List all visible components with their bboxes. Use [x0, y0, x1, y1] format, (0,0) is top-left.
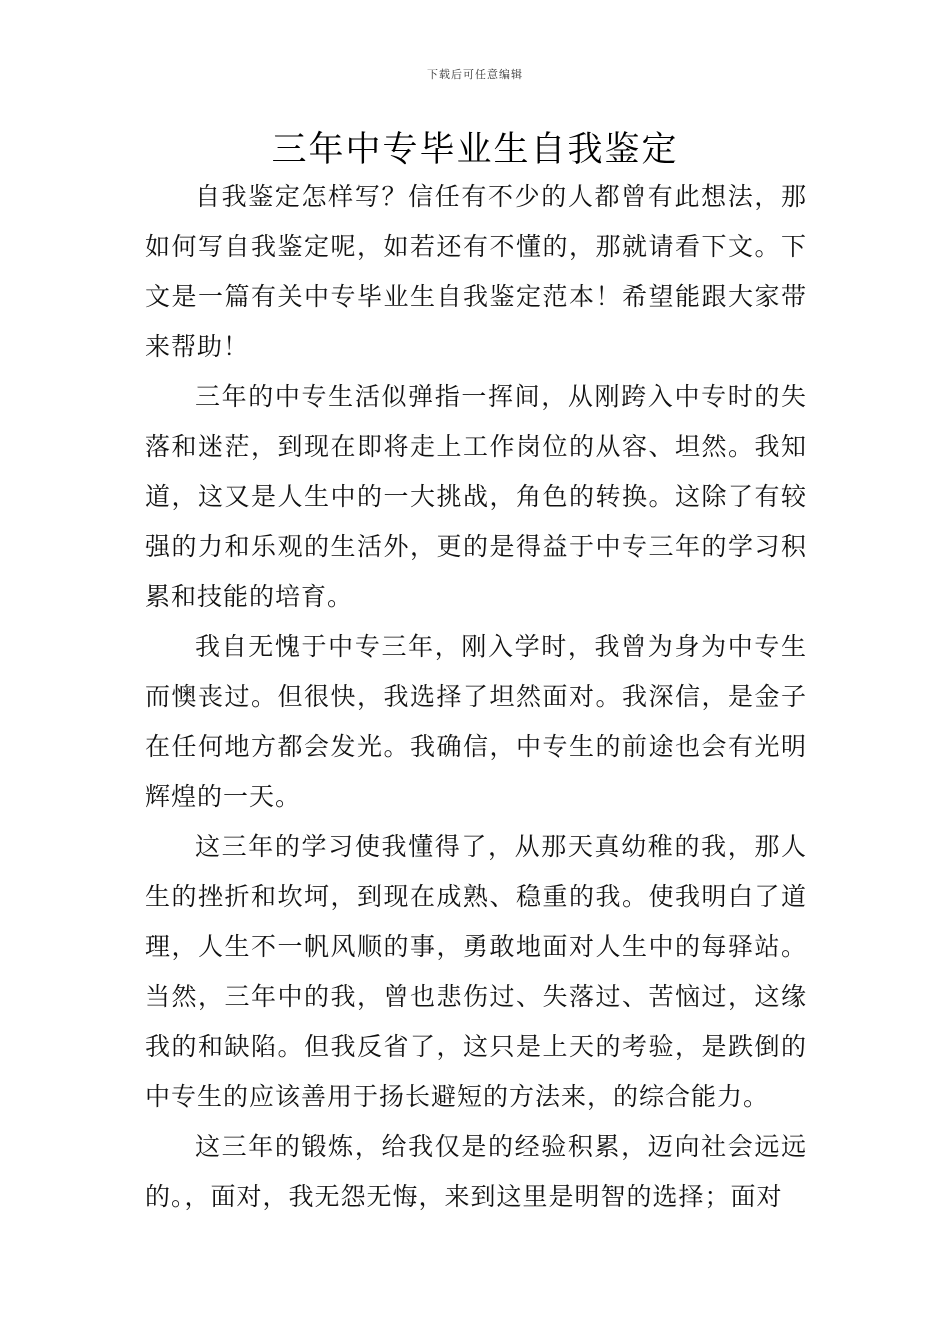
header-note: 下载后可任意编辑 — [427, 68, 523, 81]
paragraph-4: 这三年的学习使我懂得了，从那天真幼稚的我，那人生的挫折和坎坷，到现在成熟、稳重的我。使我明白了道理，人生不一帆风顺的事，勇敢地面对人生中的每驿站。当然，三年中的我，曾也悲伤过、失落过、苦恼过，这缘我的和缺陷。但我反省了，这只是上天的考验，是跌倒的中专生的应该善用于扬长避短的方法来，的综合能力。 — [145, 832, 807, 1111]
document-title: 三年中专毕业生自我鉴定 — [271, 130, 679, 170]
paragraph-2: 三年的中专生活似弹指一挥间，从刚跨入中专时的失落和迷茫，到现在即将走上工作岗位的从容、坦然。我知道，这又是人生中的一大挑战，角色的转换。这除了有较强的力和乐观的生活外，更的是得益于中专三年的学习积累和技能的培育。 — [145, 382, 807, 611]
document-body — [145, 172, 807, 1222]
paragraph-5: 这三年的锻炼，给我仅是的经验积累，迈向社会远远的。，面对，我无怨无悔，来到这里是明智的选择；面对 — [145, 1132, 807, 1211]
paragraph-1: 自我鉴定怎样写？信任有不少的人都曾有此想法，那如何写自我鉴定呢，如若还有不懂的，那就请看下文。下文是一篇有关中专毕业生自我鉴定范本！希望能跟大家带来帮助！ — [145, 182, 807, 361]
paragraph-3: 我自无愧于中专三年，刚入学时，我曾为身为中专生而懊丧过。但很快，我选择了坦然面对。我深信，是金子在任何地方都会发光。我确信，中专生的前途也会有光明辉煌的一天。 — [145, 632, 807, 811]
